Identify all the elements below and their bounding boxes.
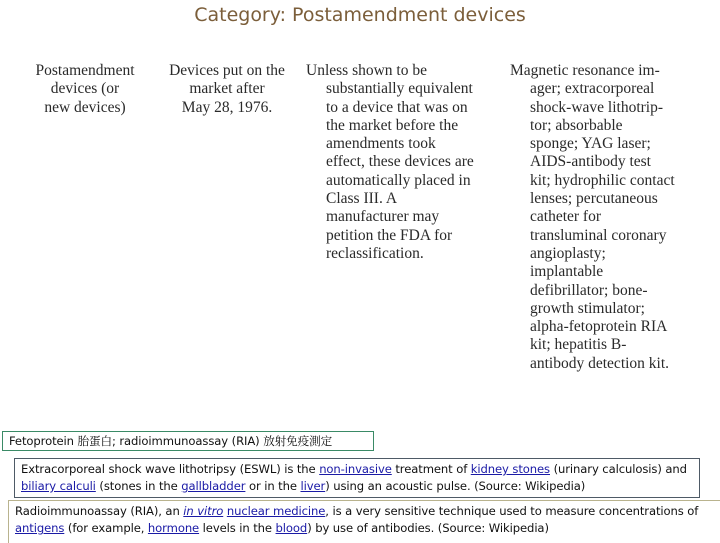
- link-liver[interactable]: liver: [300, 479, 326, 493]
- text: treatment of: [391, 462, 471, 476]
- ria-definition-box: [8, 500, 720, 543]
- link-non-invasive[interactable]: non-invasive: [319, 462, 392, 476]
- text-line: sponge; YAG laser;: [530, 135, 651, 153]
- slide-title: Category: Postamendment devices: [194, 4, 526, 26]
- text-line: shock-wave lithotrip-: [530, 98, 664, 116]
- text-line: AIDS-antibody test: [530, 153, 651, 171]
- text-line: tor; absorbable: [530, 116, 623, 134]
- text-line: Devices put on the: [169, 62, 285, 79]
- text-line: automatically placed in: [326, 171, 471, 189]
- link-antigens[interactable]: antigens: [15, 521, 65, 535]
- text-line: ager; extracorporeal: [530, 80, 655, 98]
- text: levels in the: [199, 521, 276, 535]
- text-line: kit; hepatitis B-: [530, 336, 627, 354]
- text: Radioimmunoassay (RIA), an: [15, 504, 184, 518]
- link-gallbladder[interactable]: gallbladder: [181, 479, 246, 493]
- text-line: petition the FDA for: [326, 226, 453, 244]
- text-line: growth stimulator;: [530, 299, 645, 317]
- text-line: transluminal coronary: [530, 226, 667, 244]
- text: , is a very sensitive technique used to measure concentrations of: [325, 504, 699, 518]
- text-line: angioplasty;: [530, 244, 606, 262]
- text-line: devices (or: [50, 80, 120, 98]
- text-line: Unless shown to be: [306, 62, 427, 79]
- text-line: alpha-fetoprotein RIA: [530, 318, 668, 336]
- text-line: defibrillator; bone-: [530, 281, 648, 299]
- link-blood[interactable]: blood: [275, 521, 308, 535]
- text-line: Postamendment: [35, 62, 135, 79]
- scanned-table-image: [14, 52, 704, 392]
- link-nuclear-medicine[interactable]: nuclear medicine: [226, 504, 326, 518]
- text: ) by use of antibodies. (Source: Wikipedia): [307, 521, 549, 535]
- text: or in the: [245, 479, 301, 493]
- column-definition: [152, 62, 302, 117]
- text-line: catheter for: [530, 208, 601, 226]
- text-line: kit; hydrophilic contact: [530, 171, 675, 189]
- text-line: manufacturer may: [326, 208, 440, 226]
- text: ) using an acoustic pulse. (Source: Wikipedia): [325, 479, 586, 493]
- text-line: effect, these devices are: [326, 153, 474, 171]
- eswl-definition-box: [14, 458, 700, 498]
- column-category: [20, 62, 150, 117]
- text-line: amendments took: [326, 135, 436, 153]
- text-line: implantable: [530, 263, 604, 281]
- text: (urinary calculosis) and: [550, 462, 687, 476]
- text-line: to a device that was on: [326, 98, 468, 116]
- link-in-vitro[interactable]: in vitro: [183, 504, 224, 518]
- text: (stones in the: [95, 479, 182, 493]
- text: Extracorporeal shock wave lithotripsy (ESWL) is the: [21, 462, 320, 476]
- text-line: lenses; percutaneous: [530, 190, 658, 208]
- column-regulation: [306, 62, 506, 263]
- column-examples: [510, 62, 715, 373]
- link-biliary-calculi[interactable]: biliary calculi: [21, 479, 96, 493]
- text-line: antibody detection kit.: [530, 354, 670, 372]
- glossary-box: Fetoprotein 胎蛋白; radioimmunoassay (RIA) 放射免疫測定: [2, 431, 374, 451]
- link-kidney-stones[interactable]: kidney stones: [470, 462, 550, 476]
- text-line: substantially equivalent: [326, 80, 473, 98]
- text-line: Class III. A: [326, 190, 398, 208]
- text: (for example,: [64, 521, 148, 535]
- link-hormone[interactable]: hormone: [147, 521, 200, 535]
- text-line: the market before the: [326, 116, 459, 134]
- text-line: reclassification.: [326, 244, 424, 262]
- text-line: new devices): [44, 98, 126, 116]
- text-line: May 28, 1976.: [181, 98, 273, 116]
- text-line: Magnetic resonance im-: [510, 62, 660, 79]
- text-line: market after: [189, 80, 265, 98]
